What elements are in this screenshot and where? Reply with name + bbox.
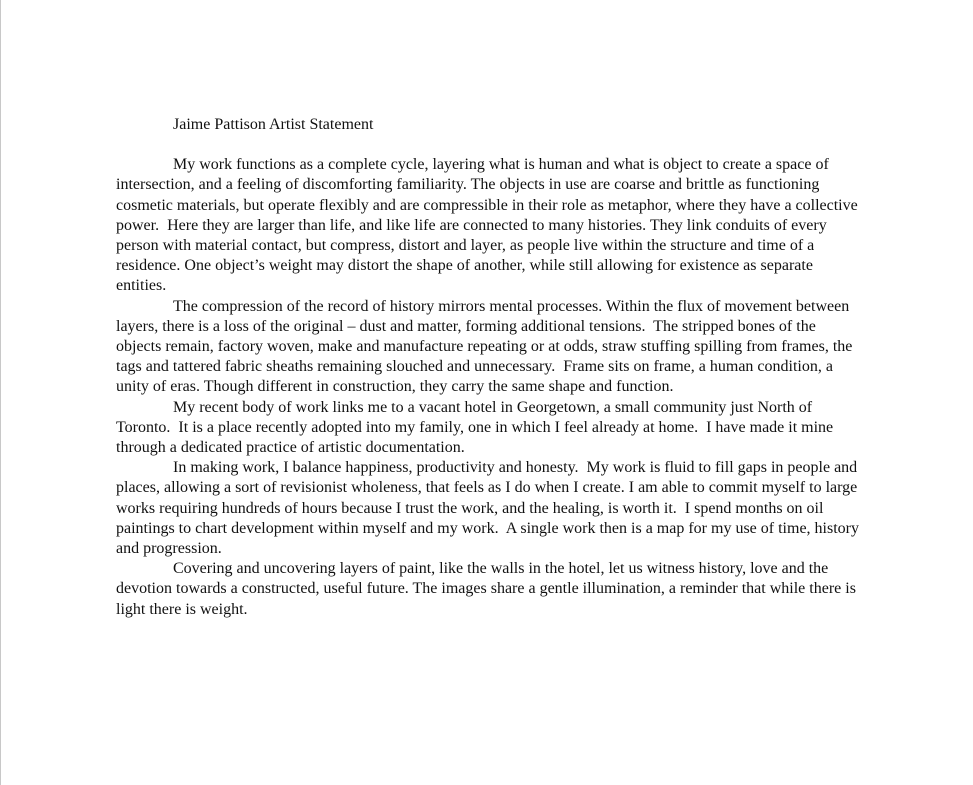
paragraph-4: In making work, I balance happiness, productivity and honesty. My work is fluid to fill gaps in people and places, allowing a sort of revisionist wholeness, that feels as I do when I create. I am able to commit myself to large works requiring hundreds of hours because I trust the work, and the healing, is worth it. I spend months on oil paintings to chart development within myself and my work. A single work then is a map for my use of time, history and progression. [116, 459, 863, 558]
document-body [116, 115, 861, 620]
paragraph-3: My recent body of work links me to a vacant hotel in Georgetown, a small community just North of Toronto. It is a place recently adopted into my family, one in which I feel already at home. I have made it mine through a dedicated practice of artistic documentation. [116, 398, 838, 457]
paragraph-1: My work functions as a complete cycle, layering what is human and what is object to create a space of intersection, and a feeling of discomforting familiarity. The objects in use are coarse and brittle as functioning cosmetic materials, but operate flexibly and are compressible in their role as metaphor, where they have a collective power. Here they are larger than life, and like life are connected to many histories. They link conduits of every person with material contact, but compress, distort and layer, as people live within the structure and time of a residence. One object’s weight may distort the shape of another, while still allowing for existence as separate entities. [116, 156, 862, 295]
paragraph-2: The compression of the record of history mirrors mental processes. Within the flux of movement between layers, there is a loss of the original – dust and matter, forming additional tensions. The stripped bones of the objects remain, factory woven, make and manufacture repeating or at odds, straw stuffing spilling from frames, the tags and tattered fabric sheaths remaining slouched and unnecessary. Frame sits on frame, a human condition, a unity of eras. Though different in construction, they carry the same shape and function. [116, 297, 857, 396]
paragraph-5: Covering and uncovering layers of paint, like the walls in the hotel, let us witness history, love and the devotion towards a constructed, useful future. The images share a gentle illumination, a reminder that while there is light there is weight. [116, 560, 860, 618]
document-title: Jaime Pattison Artist Statement [173, 116, 374, 133]
